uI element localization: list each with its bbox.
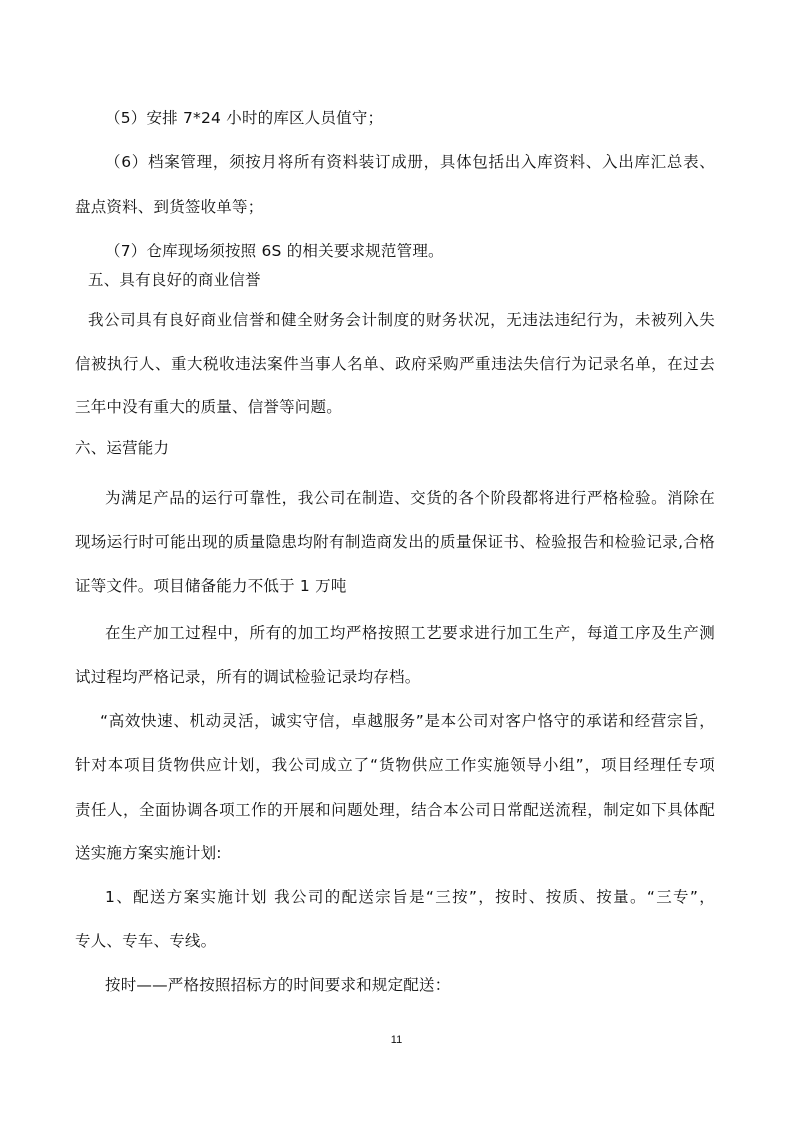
list-item-7: （7）仓库现场须按照 6S 的相关要求规范管理。 — [105, 242, 444, 260]
list-item-6-continuation: 盘点资料、到货签收单等； — [75, 198, 264, 216]
paragraph-line: 现场运行时可能出现的质量隐患均附有制造商发出的质量保证书、检验报告和检验记录,合格 — [75, 533, 715, 551]
paragraph-line: 送实施方案实施计划: — [75, 844, 222, 862]
section-heading-6: 六、运营能力 — [75, 439, 170, 457]
paragraph-line: 试过程均严格记录，所有的调试检验记录均存档。 — [75, 668, 421, 686]
page-number: 11 — [390, 1034, 403, 1046]
paragraph-line: 为满足产品的运行可靠性，我公司在制造、交货的各个阶段都将进行严格检验。消除在 — [105, 489, 715, 507]
paragraph-line: 责任人，全面协调各项工作的开展和问题处理，结合本公司日常配送流程，制定如下具体配 — [75, 801, 715, 819]
paragraph-line: 1、配送方案实施计划 我公司的配送宗旨是“三按”，按时、按质、按量。“三专”， — [105, 888, 715, 906]
paragraph-line: 在生产加工过程中，所有的加工均严格按照工艺要求进行加工生产，每道工序及生产测 — [105, 624, 715, 642]
list-item-6: （6）档案管理，须按月将所有资料装订成册，具体包括出入库资料、入出库汇总表、 — [105, 153, 715, 171]
paragraph-line: 证等文件。项目储备能力不低于 1 万吨 — [75, 577, 347, 595]
paragraph-line: 三年中没有重大的质量、信誉等问题。 — [75, 398, 342, 416]
paragraph-line: 我公司具有良好商业信誉和健全财务会计制度的财务状况，无违法违纪行为，未被列入失 — [88, 311, 715, 329]
paragraph-line: 专人、专车、专线。 — [75, 932, 217, 950]
paragraph-line: “高效快速、机动灵活，诚实守信，卓越服务”是本公司对客户恪守的承诺和经营宗旨， — [100, 712, 715, 730]
paragraph-line: 按时——严格按照招标方的时间要求和规定配送： — [105, 976, 451, 994]
section-heading-5: 五、具有良好的商业信誉 — [88, 271, 261, 289]
paragraph-line: 信被执行人、重大税收违法案件当事人名单、政府采购严重违法失信行为记录名单，在过去 — [75, 355, 715, 373]
paragraph-line: 针对本项目货物供应计划，我公司成立了“货物供应工作实施领导小组”，项目经理任专项 — [75, 756, 715, 774]
list-item-5: （5）安排 7*24 小时的库区人员值守； — [105, 109, 384, 127]
